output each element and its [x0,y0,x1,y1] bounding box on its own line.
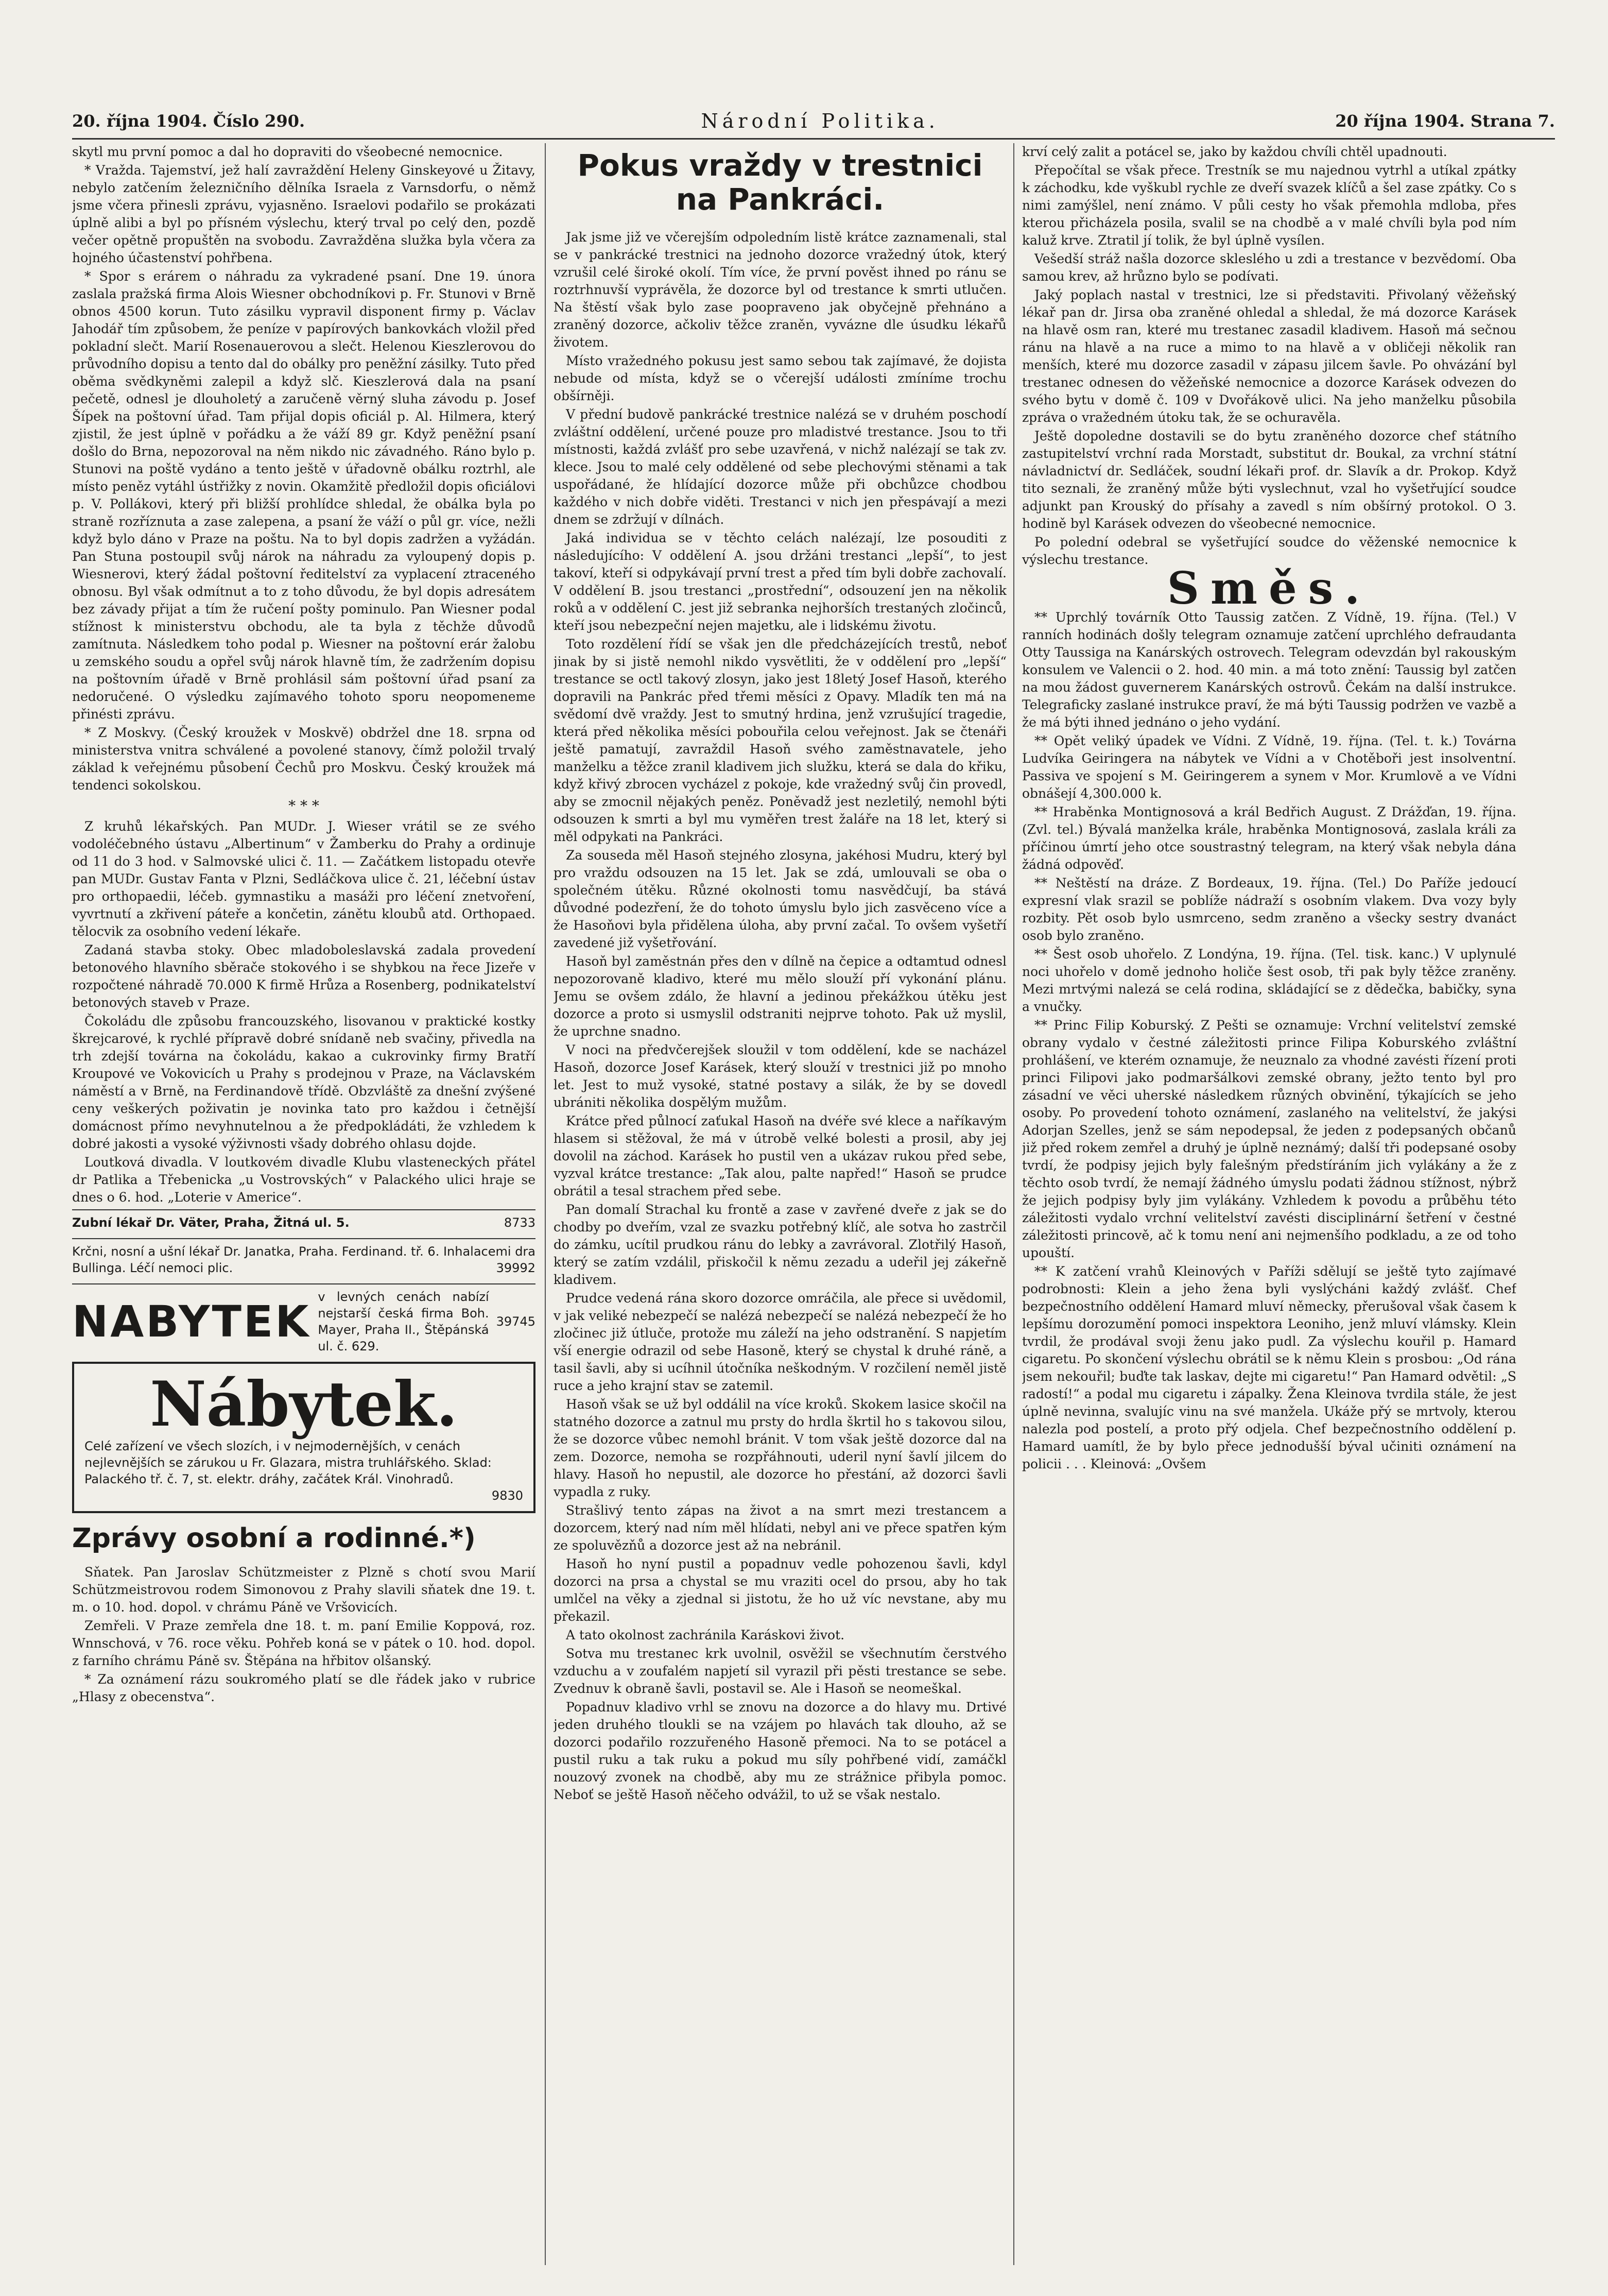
article-paragraph-r3: Vešedší stráž našla dozorce skleslého u zdi a trestance v bezvědomí. Oba samou krev, až hrůzno bylo se podívati. [1022,251,1516,284]
article-continuation-right: krví celý zalit a potácel se, jako by každou chvíli chtěl upadnouti. [1022,144,1447,159]
header-date-right: 20 října 1904. Strana 7. [1335,111,1555,131]
column-divider-1 [545,143,546,2265]
column-divider-2 [1013,143,1014,2265]
ad-nabytek-mayer-text: v levných cenách nabízí nejstarší česká firma Boh. Mayer, Praha II., Štěpánská ul. č. 629. [318,1290,489,1353]
article-paragraph-16: Sotva mu trestanec krk uvolnil, osvěžil se všechnutím čerstvého vzduchu a v zoufalém napjetí sil vyrazil při pěsti trestance se sebe. Zvednuv k obraně šavli, postavil se. Ale i Hasoň se neomeškal. [554,1646,1007,1696]
section-heading-smes: Směs. [1167,562,1372,614]
news-kleinovi: ** K zatčení vrahů Kleinových v Paříži sdělují se ještě tyto zajímavé podrobnosti: Klein a jeho žena byli vyslýcháni každý zvlášť. Chef bezpečnostního oddělení Hamard mluví německy, přerušoval však časem k lepšímu dorozumění pomoci inspektora Leoniho, jenž mluví vlámsky. Klein tvrdil, že prodával svoji ženu jako pudl. Za výslechu kouřil p. Hamard cigaretu. Po skončení výslechu obrátil se k němu Klein s prosbou: „Od rána jsem nekouřil; buďte tak laskav, dejte mi cigaretu!“ Pan Hamard odvětil: „S radostí!“ a podal mu cigaretu i zápalky. Žena Kleinova tvrdila stále, že jest úplně nevinna, svalujíc vinu na své manžela. Ukáže přý se mrtvoly, kterou nalezla pod postelí, a proto přý odjela. Chef bezpečnostního oddělení p. Hamard uamítl, že by bylo přece jednodušší býval učiniti oznámení na policii . . . Kleinová: „Ovšem [1022,1264,1516,1471]
ad-nabytek-mayer-wordmark: NABYTEK [72,1296,311,1347]
article-spor-s-erarem: * Spor s erárem o náhradu za vykradené psaní. Dne 19. února zaslala pražská firma Alois Wiesner obchodníkovi p. Fr. Stunovi v Brně obnos 4500 korun. Tuto zásilku vypravil disponent firmy p. Václav Jahodář tím způsobem, že peníze v papírových bankovkách vložil před pokladní slečt. Marií Rosenauerovou a slečt. Helenou Kieszlerovou do průvodního dopisu a tento dal do obálky pro peněžní zásilky. Tuto před oběma svědkyněmi zalepil a když slč. Kieszlerová dala na psaní pečetě, odnesl je dlouholetý a zaručeně věrný sluha závodu p. Josef Šípek na poštovní úřad. Tam přijal dopis oficiál p. Al. Hilmera, který zjistil, že jest úplně v pořádku a že váží 89 gr. Když peněžní psaní došlo do Brna, nepozoroval na něm nikdo nic závadného. Ráno bylo p. Stunovi na poště vydáno a tento ještě v úřadovně obálku roztrhl, ale místo peněz vytáhl ústřižky z novin. Okamžitě předložil dopis oficiálovi p. V. Pollákovi, který při bližší prohlídce shledal, že obálka byla po straně rozříznuta a zase zalepena, a psaní že váží o půl gr. více, nežli když bylo dáno v Praze na poštu. Na to byl dopis zadržen a vyžádán. Pan Stuna postoupil svůj nárok na náhradu za vyloupený dopis p. Wiesnerovi, který žádal poštovní ředitelství za vyplacení ztraceného obnosu. Byl však odmítnut a to z toho důvodu, že byl dopis adresátem bez závady přijat a tím že ručení pošty pominulo. Pan Wiesner podal stížnost k ministerstvu obchodu, ale ta byla z těchže důvodů zamítnuta. Následkem toho podal p. Wiesner na poštovní erár žalobu u zemského soudu a opřel svůj nárok hlavně tím, že zadržením dopisu na poštovním úřadě v Brně prohlásil sám poštovní úřad psaní za nedoručené. O výsledku zajímavého tohoto sporu neopomeneme přinésti zprávu. [72,269,535,722]
footnote: * Za oznámení rázu soukromého platí se dle řádek jako v rubrice „Hlasy z obecenstva“. [72,1672,535,1704]
article-vrazda: * Vražda. Tajemství, jež halí zavraždění Heleny Ginskeyové u Žitavy, nebylo zatčením železničního dělníka Israela z Varnsdorfu, o němž jsme včera přinesli zprávu, vyjasněno. Israelovi podařilo se prokázati úplně alibi a byl po přísném výslechu, který trval po celý den, pozdě večer opětně propuštěn na svobodu. Zavražděna služka byla včera za hojného účastenství pohřbena. [72,163,535,265]
article-paragraph-7: Hasoň byl zaměstnán přes den v dílně na čepice a odtamtud odnesl nepozorovaně kladivo, které mu mělo slouží pří vykonání plánu. Jemu se ovšem zdálo, že hlavní a jedinou překážkou útěku jest dozorce a proto si usmyslil odstraniti nejprve tohoto. Pak už myslil, že uprchne snadno. [554,954,1007,1039]
article-paragraph-9: Krátce před půlnocí zaťukal Hasoň na dvéře své klece a naříkavým hlasem si stěžoval, že má v útrobě velké bolesti a prosil, aby jej dovolil na záchod. Karásek ho pustil ven a ukázav rukou před sebe, vyzval krátce trestance: „Tak alou, palte napřed!“ Hasoň se prudce obrátil a tesal strachem před sebe. [554,1113,1007,1198]
column-left [72,143,535,2265]
ad-nabytek-glazar [72,1362,535,1513]
ad-krcni-lekar [72,1238,535,1280]
section-heading-zpravy-osobni: Zprávy osobní a rodinné.*) [72,1523,476,1554]
article-paragraph-10: Pan domalí Strachal ku frontě a zase v zavřené dveře z jak se do chodby po dveřím, vzal ze svazku potřebný klíč, ale sotva ho zastrčil do zámku, ucítil prudkou ránu do lebky a zavrávoral. Zlotřilý Hasoň, který se zatím vzdálil, přiskočil k němu zezadu a udeřil jej zákeřně kladivem. [554,1202,1007,1287]
article-paragraph-4: Jaká individua se v těchto celách nalézají, lze posouditi z následujícího: V oddělení A. jsou držáni trestanci „lepší“, to jest takoví, kteří si odpykávají první trest a před tím byli dobře zachovalí. V oddělení B. jsou trestanci „prostřední“, odsouzení jen na několik roků a v oddělení C. jest již sebranka nejhorších trestaných zločinců, kteří jsou nebezpeční nejen majetku, ale i lidskému životu. [554,530,1007,633]
notice-snatek: Sňatek. Pan Jaroslav Schützmeister z Plzně s chotí svou Marií Schützmeistrovou rodem Simonovou z Prahy slavili sňatek dne 19. t. m. o 10. hod. dopol. v chrámu Páně ve Vršovicích. [72,1565,535,1615]
article-continuation: skytl mu první pomoc a dal ho dopraviti do všeobecné nemocnice. [72,144,503,159]
article-paragraph-11: Prudce vedená rána skoro dozorce omráčila, ale přece si uvědomil, v jak veliké nebezpečí se nalézá nebezpečí se nalézá nebezpečí že ho zločinec již útluče, protože mu záleží na jeho odstranění. S napjetím vší energie odrazil od sebe Hasoně, který se chystal k druhé ráně, a tasil šavli, aby si ucíhnil útočníka neškodným. V rozčilení neměl jistě ruce a jeho krajní stav se zatemil. [554,1291,1007,1393]
ad-nabytek-glazar-number: 9830 [491,1488,523,1503]
ad-krcni-lekar-number: 39992 [496,1261,535,1275]
article-paragraph-r6: Po polední odebral se vyšetřující soudce do věženské nemocnice k výslechu trestance. [1022,535,1516,567]
ad-krcni-lekar-text: Krčni, nosní a ušní lékař Dr. Janatka, Praha. Ferdinand. tř. 6. Inhalacemi dra Bullinga. Léčí nemoci plic. [72,1244,535,1275]
article-paragraph-r4: Jaký poplach nastal v trestnici, lze si představiti. Přivolaný věžeňský lékař pan dr. Jirsa oba zraněné ohledal a shledal, že má dozorce Karásek na hlavě osm ran, které mu trestanec zasadil kladivem. Hasoň má sečnou ránu na hlavě a na ruce a mimo to na hlavě a v obličeji několik ran menších, které mu dozorce zasadil v zápasu jilcem šavle. Po ohvázání byl trestanec odnesen do věžeňské nemocnice a dozorce Karásek odvezen do svého bytu v domě č. 109 v Dvořákově ulici. Na jeho manželku působila zpráva o vražedném útoku tak, že se ochuravěla. [1022,287,1516,425]
article-paragraph-6: Za souseda měl Hasoň stejného zlosyna, jakéhosi Mudru, který byl pro vraždu odsouzen na 15 let. Jak se zdá, umlouvali se oba o společném útěku. Různé okolnosti tomu nasvědčují, ba stává důvodné podezření, že do tohoto úmyslu bylo jich zasvěceno více a že Hasoňovi byla přidělena úloha, aby první začal. To ovšem vyšetří zavedené již vyšetřování. [554,848,1007,950]
article-paragraph-17: Popadnuv kladivo vrhl se znovu na dozorce a do hlavy mu. Drtivé jeden druhého tloukli se na vzájem po hlavách tak dlouho, až se dozorci podařilo rozzuřeného Hasoně přemoci. Na to se potácel a pustil ruku a tak ruku a pokud mu síly pohřbené vidí, zamáčkl nouzový zvonek na chodbě, aby mu ze strážnice přibyla pomoc. Neboť se ještě Hasoň něčeho odvážil, to už se však nestalo. [554,1700,1007,1802]
article-loutkova-divadla: Loutková divadla. V loutkovém divadle Klubu vlasteneckých přátel dr Patlika a Třebenicka „u Vostrovských“ v Palackého ulici hraje se dnes o 6. hod. „Loterie v Americe“. [72,1155,535,1205]
news-sest-osob-uhorelo: ** Šest osob uhořelo. Z Londýna, 19. října. (Tel. tisk. kanc.) V uplynulé noci uhořelo v domě jednoho holiče šest osob, tři pak byly těžce zraněny. Mezi mrtvými nalezá se celá rodina, skládající se z dědečka, babičky, syna a vnučky. [1022,947,1516,1014]
article-paragraph-15: A tato okolnost zachránila Karáskovi život. [566,1627,845,1642]
news-princ-filip: ** Princ Filip Koburský. Z Pešti se oznamuje: Vrchní velitelství zemské obrany vydalo v čestné záležitosti prince Filipa Koburského zvláštní prohlášení, ve kterém oznamuje, že neuznalo za vhodné zavésti řízení proti princi Filipovi jako podmaršálkovi zemské obrany, ježto tento byl pro zásadní ve věci uherské následkem různých obvinění, týkajících se jeho osoby. Po provedení tohoto oznámení, zaslaného na velitelství, že jakýsi Adorjan Szelles, jenž se sám nepodepsal, že jeden z podepsaných občanů již před rokem zemřel a druhý je úplně neznámý; další tři podepsané osoby tvrdí, že podpisy jejich byly falešným předstíráním jich vylákány a že z těchto osob tvrdí, že nemají žádného úmyslu podati žádnou stížnost, nýbrž že jejich podpisy byly jim vylákány. Vzhledem k povodu a průběhu této záležitosti vydalo vrchní velitelství zavésti disciplinární šetření v čestné záležitosti princově, ač k tomu není ani nejmenšího podkladu, a ze od toho upouští. [1022,1018,1516,1260]
column-middle [554,143,1007,2265]
article-zadana-stavba: Zadaná stavba stoky. Obec mladoboleslavská zadala provedení betonového hlavního sběrače stokového i se shybkou na řece Jizeře v rozpočtené náhradě 70.000 K firmě Hrůza a Rosenberg, podnikatelství betonových staveb v Praze. [72,943,535,1010]
ad-nabytek-mayer-number: 39745 [496,1314,535,1329]
article-paragraph-12: Hasoň však se už byl oddálil na více kroků. Skokem lasice skočil na statného dozorce a zatnul mu prsty do hrdla škrtil ho s takovou silou, že se dozorce vůbec nemohl bránit. V tom však ještě dozorce dal na zem. Dozorce, nemoha se rozpřáhnouti, uderil nyní šavlí jilcem do hlavy. Hasoň ho nepustil, ale dozorce ho přestání, až dozorci šavli vypadla z ruky. [554,1397,1007,1499]
article-cokolada: Čokoládu dle způsobu francouzského, lisovanou v praktické kostky škrejcarové, k rychlé přípravě dobré snídaně neb svačiny, přivedla na trh zdejší továrna na čokoládu, kakao a cukrovinky firmy Bratří Kroupové ve Vokovicích u Prahy s prodejnou v Praze, na Václavském náměstí a v Brně, na Ferdinandově třídě. Obzvláště za dnešní zvýšené ceny veškerých poživatin je novinka tato pro každou i četnější domácnost přímo nevyhnutelnou a že předpokládáti, že vzhledem k dobré jakosti a vysoké výživnosti všady dobrého ohlasu dojde. [72,1014,535,1151]
article-paragraph-r5: Ještě dopoledne dostavili se do bytu zraněného dozorce chef státního zastupitelství vrchní rada Morstadt, substitut dr. Boukal, za vrchní státní návladnictví dr. Sedláček, soudní lékaři prof. dr. Slavík a dr. Prokop. Když tito seznali, že zraněný může býti vyslechnut, vzal ho vyšetřující soudce adjunkt pan Krouský do přísahy a zavedl s ním obšírný protokol. O 3. hodině byl Karásek odvezen do všeobecné nemocnice. [1022,429,1516,531]
header-rule [72,138,1555,140]
article-paragraph-2: Místo vražedného pokusu jest samo sebou tak zajímavé, že dojista nebude od místa, když se o včerejší události zmíníme trochu obšírněji. [554,353,1007,403]
ad-nabytek-glazar-title: Nábytek. [150,1368,458,1441]
news-taussig: ** Uprchlý továrník Otto Taussig zatčen. Z Vídně, 19. října. (Tel.) V ranních hodinách došly telegram oznamuje zatčení uprchlého defraudanta Otty Taussiga na Kanárských ostrovech. Telegram odevzdán byl rakouským konsulem ve Valencii o 2. hod. 40 min. a má toto znění: Taussig byl zatčen na mou žádost guvernerem Kanárských ostrovů. Čekám na další instrukce. Telegraficky zaslané instrukce praví, že má býti Taussig podržen ve vazbě a že má býti ihned jednáno o jeho vydání. [1022,610,1516,730]
article-z-kruhu-lekarskych: Z kruhů lékařských. Pan MUDr. J. Wieser vrátil se ze svého vodoléčebného ústavu „Albertinum“ v Žamberku do Prahy a ordinuje od 11 do 3 hod. v Salmovské ulici č. 11. — Začátkem listopadu otevře pan MUDr. Gustav Fanta v Plzni, Sedláčkova ulice č. 21, léčební ústav pro orthopaedii, léčeb. gymnastiku a masáži pro léčení znetvoření, vyvrtnutí a zkřivení páteře a končetin, zánětu kloubů atd. Orthopaed. tělocvik za osobního vedení lékaře. [72,819,535,939]
news-upadek-ve-vidni: ** Opět veliký úpadek ve Vídni. Z Vídně, 19. října. (Tel. t. k.) Továrna Ludvíka Geiringera na nábytek ve Vídni a v Chotěboři jest insolventní. Passiva ve spojení s M. Geiringerem a synem v Mor. Krumlově a ve Vídni obnášejí 4,300.000 k. [1022,733,1516,801]
news-nestesti-na-draze: ** Neštěstí na dráze. Z Bordeaux, 19. října. (Tel.) Do Paříže jedoucí expresní vlak srazil se poblíže nádraží s osobním vlakem. Dva vozy byly rozbity. Pět osob bylo usmrceno, sedm zraněno a všecky sestry dvanáct osob bylo zraněno. [1022,876,1516,943]
ad-nabytek-mayer [72,1283,535,1359]
news-montignosova: ** Hraběnka Montignosová a král Bedřich August. Z Drážďan, 19. října. (Zvl. tel.) Bývalá manželka krále, hraběnka Montignosová, zaslala králi za příčinou úmrtí jeho otce soustrastný telegram, na který však nebyla dána žádná odpověď. [1022,804,1516,872]
article-paragraph-r2: Přepočítal se však přece. Trestník se mu najednou vytrhl a utíkal zpátky k záchodku, kde vyškubl rychle ze dveří svazek klíčů a šel zase zpátky. Co s nimi zamýšlel, není známo. V půli cesty ho však přemohla mdloba, přes kterou přicházela posila, svalil se na chodbě a v malé chvíli byla pod ním kaluž krve. Ztratil jí tolik, že byl úplně vysílen. [1022,163,1516,248]
asterism-divider: * * * [288,797,319,814]
article-paragraph-13: Strašlivý tento zápas na život a na smrt mezi trestancem a dozorcem, který nad ním měl hlídati, nebyl ani ve přece spatřen kým ze spoluvězňů a dozorce jest až na nebránil. [554,1503,1007,1553]
article-paragraph-8: V noci na předvčerejšek sloužil v tom oddělení, kde se nacházel Hasoň, dozorce Josef Karásek, který slouží v trestnici již po mnoho let. Jest to muž vysoké, statné postavy a silák, že by se dovedl ubrániti několika dospělým mužům. [554,1042,1007,1110]
ad-zubni-lekar-text: Zubní lékař Dr. Väter, Praha, Žitná ul. 5. [72,1215,350,1230]
column-right [1022,143,1516,2265]
ad-zubni-lekar [72,1209,535,1235]
masthead-title: Národní Politika. [701,110,939,132]
ad-nabytek-glazar-text: Celé zařízení ve všech slozích, i v nejmodernějších, v cenách nejlevnějších se zárukou u Fr. Glazara, mistra truhlářského. Sklad: Palackého tř. č. 7, st. elektr. dráhy, začátek Král. Vinohradů. [84,1439,492,1486]
headline-pokus-vrazdy: Pokus vraždy v trestnici na Pankráci. [577,148,983,217]
header-date-left: 20. října 1904. Číslo 290. [72,111,305,131]
article-paragraph-1: Jak jsme již ve včerejším odpoledním listě krátce zaznamenali, stal se v pankrácké trestnici na jednoho dozorce vražedný útok, který vzrušil celé široké okolí. Tím více, že první pověst ihned po ránu se roztrhnuvší vyprávěla, že dozorce byl od trestance k smrti utlučen. Na štěstí však bylo zase poopraveno jak obyčejně přehnáno a zraněný dozorce, ačkoliv těžce zraněn, vyvázne dle úsudku lékařů životem. [554,230,1007,350]
article-z-moskvy: * Z Moskvy. (Český kroužek v Moskvě) obdržel dne 18. srpna od ministerstva vnitra schválené a povolené stanovy, čímž položil trvalý základ k veřejnému působení Čechů pro Moskvu. Český kroužek má tendenci sokolskou. [72,725,535,793]
ad-zubni-lekar-number: 8733 [504,1215,535,1230]
page-header [72,103,1555,139]
article-paragraph-3: V přední budově pankrácké trestnice nalézá se v druhém poschodí zvláštní oddělení, určené pouze pro mladistvé trestance. Jsou to tři místnosti, každá zvlášť pro sebe uzavřená, v nichž nalézají se tak zv. klece. Jsou to malé cely oddělené od sebe plechovými stěnami a tak uspořádané, že hlídající dozorce může při obchůzce chodbou každého v nich dobře viděti. Trestanci v nich jen přespávají a mezi dnem se zdržují v dílnách. [554,407,1007,527]
notice-zemreli: Zemřeli. V Praze zemřela dne 18. t. m. paní Emilie Koppová, roz. Wnnschová, v 76. roce věku. Pohřeb koná se v pátek o 10. hod. dopol. z farního chrámu Páně sv. Štěpána na hřbitov olšanský. [72,1618,535,1668]
article-paragraph-14: Hasoň ho nyní pustil a popadnuv vedle pohozenou šavli, kdyl dozorci na prsa a chystal se mu vraziti ocel do prsou, aby ho tak umlčel na věky a zjednal si jistotu, že ho už víc nevstane, aby mu překazil. [554,1556,1007,1624]
article-paragraph-5: Toto rozdělení řídí se však jen dle předcházejících trestů, neboť jinak by si jistě nemohl nikdo vysvětliti, že v oddělení pro „lepší“ trestance se octl takový zlosyn, jako jest 18letý Josef Hasoň, kterého dopravili na Pankrác před třemi měsíci z Opavy. Mladík ten má na svědomí dvě vraždy. Jest to smutný hrdina, jenž vzrušující tragedie, která před několika měsíci pobouřila celou veřejnost. Jak se čtenáři ještě pamatují, zavraždil Hasoň svého zaměstnavatele, jeho manželku a těžce zranil kladivem jich služku, která se dala do křiku, když křivý zbrocen vycházel z pokoje, kde vražedný svůj čin provedl, aby se zmocnil nějakých peněz. Poněvadž jest nezletilý, nemohl býti odsouzen k smrti a byl mu vyměřen trest žaláře na 18 let, který si měl odpykati na Pankráci. [554,637,1007,844]
